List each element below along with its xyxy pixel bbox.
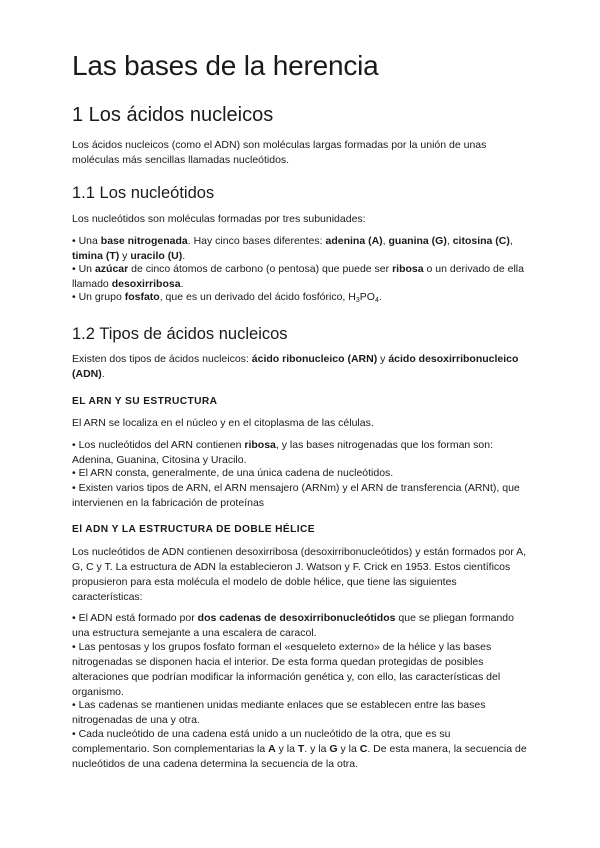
adn-bullet-complementary: • Cada nucleótido de una cadena está unido a un nucleótido de la otra, que es su complementario. Son complementarias la A y la T. y la G y la C. De esta manera, la secuencia de nucleótidos de una cadena determina la secuencia de la otra. xyxy=(72,728,527,770)
adn-bullet-bonds: • Las cadenas se mantienen unidas mediante enlaces que se establecen entre las bases nitrogenadas de una y otra. xyxy=(72,699,486,726)
bullet-sugar: • Un azúcar de cinco átomos de carbono (o pentosa) que puede ser ribosa o un derivado de ella llamado desoxirribosa. xyxy=(72,263,524,290)
bullet-phosphate: • Un grupo fosfato, que es un derivado del ácido fosfórico, H3PO4. xyxy=(72,291,382,304)
document-title: Las bases de la herencia xyxy=(72,50,379,81)
adn-bullet-two-chains: • El ADN está formado por dos cadenas de desoxirribonucleótidos que se pliegan formando una estructura semejante a una escalera de caracol. xyxy=(72,612,514,639)
adn-bullet-backbone: • Las pentosas y los grupos fosfato forman el «esqueleto externo» de la hélice y las bases nitrogenadas se disponen hacia el interior. De esta forma quedan protegidas de posibles alteraciones que podrían modificar la información genética y, con ello, las características del organismo. xyxy=(72,641,501,698)
nucleotides-intro: Los nucleótidos son moléculas formadas por tres subunidades: xyxy=(72,213,366,225)
section-heading-nucleic-acids: 1 Los ácidos nucleicos xyxy=(72,104,274,126)
arn-bullet-types: • Existen varios tipos de ARN, el ARN mensajero (ARNm) y el ARN de transferencia (ARNt), que intervienen en la fabricación de proteínas xyxy=(72,482,520,509)
subsection-heading-types: 1.2 Tipos de ácidos nucleicos xyxy=(72,325,288,343)
subsection-heading-nucleotides: 1.1 Los nucleótidos xyxy=(72,184,215,202)
arn-bullet-single-chain: • El ARN consta, generalmente, de una única cadena de nucleótidos. xyxy=(72,467,394,479)
adn-heading: El ADN Y LA ESTRUCTURA DE DOBLE HÉLICE xyxy=(72,524,315,535)
arn-bullet-ribose: • Los nucleótidos del ARN contienen ribosa, y las bases nitrogenadas que los forman son: Adenina, Guanina, Citosina y Uracilo. xyxy=(72,439,494,466)
bullet-nitrogenous-base: • Una base nitrogenada. Hay cinco bases diferentes: adenina (A), guanina (G), citosina (C), timina (T) y uracilo (U). xyxy=(72,235,513,262)
adn-intro: Los nucleótidos de ADN contienen desoxirribosa (desoxirribonucleótidos) y están formados por A, G, C y T. La estructura de ADN la establecieron J. Watson y F. Crick en 1953. Estos científicos propusieron para esta molécula el modelo de doble hélice, que tiene las siguientes características: xyxy=(72,546,527,603)
nucleic-acids-intro: Los ácidos nucleicos (como el ADN) son moléculas largas formadas por la unión de unas moléculas más sencillas llamadas nucleótidos. xyxy=(72,139,487,166)
arn-intro: El ARN se localiza en el núcleo y en el citoplasma de las células. xyxy=(72,417,374,429)
arn-heading: EL ARN Y SU ESTRUCTURA xyxy=(72,396,218,407)
types-intro: Existen dos tipos de ácidos nucleicos: ácido ribonucleico (ARN) y ácido desoxirribonucleico (ADN). xyxy=(72,353,519,380)
